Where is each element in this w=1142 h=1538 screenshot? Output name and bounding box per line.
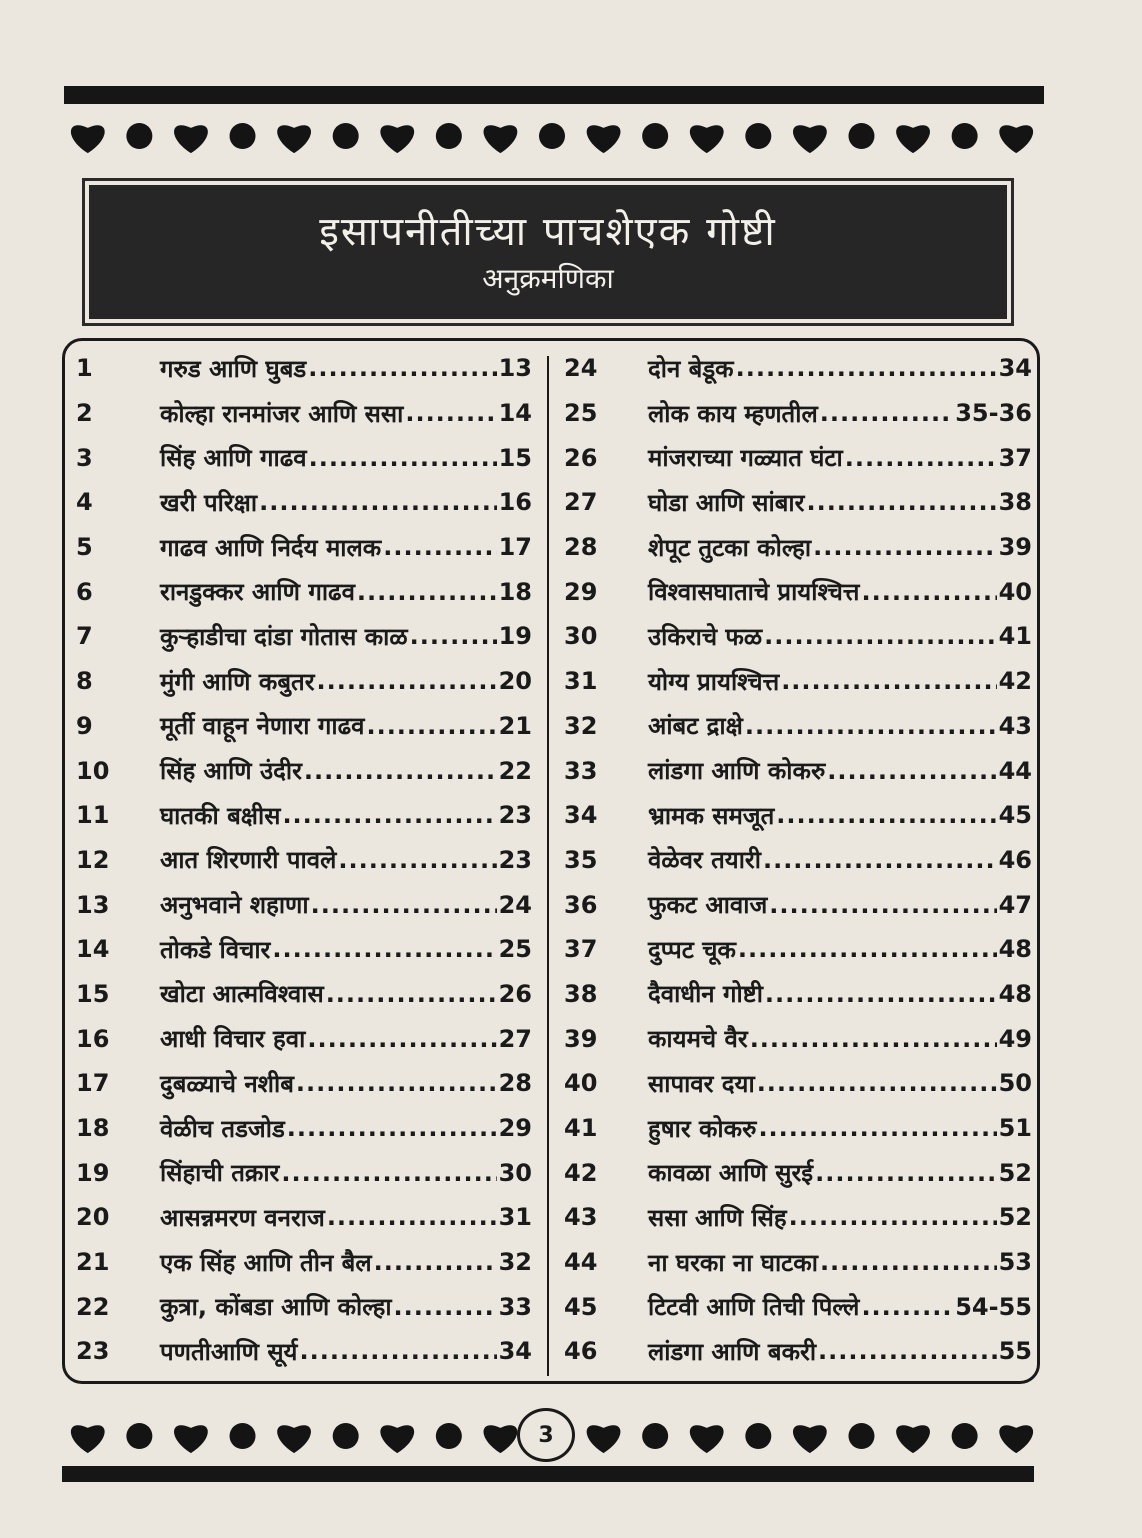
leader-dots [272,935,496,963]
heart-icon [484,1425,518,1453]
leader-dots [758,1114,996,1142]
dot-icon [848,123,874,149]
entry-title: सिंहाची तक्रार [160,1159,280,1188]
entry-title: कावळा आणि सुरई [648,1159,814,1188]
toc-entry [564,1240,1032,1285]
heart-icon [896,125,930,153]
dot-icon [126,1423,152,1449]
entry-title: हुषार कोकरु [648,1114,757,1143]
entry-number: 32 [564,711,598,740]
entry-page: 18 [498,577,532,606]
entry-number: 45 [564,1292,598,1321]
title-box [82,178,1014,326]
entry-page: 35-36 [955,399,1032,428]
leader-dots [815,1159,997,1187]
entry-title: लांडगा आणि कोकरु [648,757,826,786]
entry-page: 41 [998,622,1032,651]
entry-page: 55 [998,1337,1032,1366]
entry-number: 14 [76,935,110,964]
dot-icon [436,123,462,149]
dot-icon [436,1423,462,1449]
toc-entry [76,793,532,838]
page-number: 3 [517,1408,575,1462]
entry-title: आसन्नमरण वनराज [160,1203,325,1232]
entry-number: 19 [76,1158,110,1187]
heart-icon [174,125,208,153]
dot-icon [333,1423,359,1449]
entry-number: 16 [76,1024,110,1053]
leader-dots [757,1069,997,1097]
entry-page: 14 [498,399,532,428]
leader-dots [769,891,996,919]
entry-number: 13 [76,890,110,919]
toc-entry [76,1195,532,1240]
leader-dots [861,1293,953,1321]
entry-number: 28 [564,533,598,562]
dot-icon [952,123,978,149]
entry-title: घातकी बक्षीस [160,801,281,830]
toc-entry [564,1150,1032,1195]
leader-dots [338,846,496,874]
entry-number: 34 [564,801,598,830]
leader-dots [357,578,497,606]
toc-entry [564,525,1032,570]
top-rule [64,86,1044,104]
toc-entry [564,1061,1032,1106]
toc-entry [564,704,1032,749]
entry-number: 5 [76,533,93,562]
bottom-rule [62,1466,1034,1482]
entry-title: लोक काय म्हणतील [648,399,818,428]
entry-title: वेळीच तडजोड [160,1114,285,1143]
leader-dots [311,891,497,919]
toc-entry [564,1284,1032,1329]
toc-right-column [564,346,1032,1376]
leader-dots [304,757,497,785]
toc-entry [76,614,532,659]
heart-icon [174,1425,208,1453]
toc-entry [564,882,1032,927]
leader-dots [259,488,496,516]
leader-dots [326,980,497,1008]
toc-entry [76,882,532,927]
entry-number: 17 [76,1069,110,1098]
entry-number: 1 [76,354,93,383]
toc-entry [76,1284,532,1329]
toc-entry [564,435,1032,480]
leader-dots [296,1069,497,1097]
entry-page: 45 [998,801,1032,830]
entry-page: 28 [498,1069,532,1098]
heart-icon [587,1425,621,1453]
entry-page: 17 [498,533,532,562]
entry-number: 42 [564,1158,598,1187]
toc-entry [564,748,1032,793]
entry-number: 20 [76,1203,110,1232]
leader-dots [736,354,997,382]
entry-number: 27 [564,488,598,517]
toc-entry [564,1195,1032,1240]
heart-icon [380,125,414,153]
leader-dots [366,712,496,740]
entry-page: 42 [998,667,1032,696]
dot-icon [745,123,771,149]
entry-title: फुकट आवाज [648,891,768,920]
entry-title: कायमचे वैर [648,1025,748,1054]
entry-number: 41 [564,1114,598,1143]
entry-number: 43 [564,1203,598,1232]
leader-dots [405,399,496,427]
entry-page: 19 [498,622,532,651]
entry-number: 24 [564,354,598,383]
entry-number: 40 [564,1069,598,1098]
toc-entry [564,569,1032,614]
toc-entry [76,838,532,883]
toc-left-column [76,346,532,1376]
toc-entry [76,1150,532,1195]
entry-title: तोकडे विचार [160,935,271,964]
dot-icon [952,1423,978,1449]
entry-number: 38 [564,979,598,1008]
entry-title: लांडगा आणि बकरी [648,1337,817,1366]
heart-dot-ornament-top [62,108,1042,164]
entry-title: कोल्हा रानमांजर आणि ससा [160,399,404,428]
entry-page: 25 [498,935,532,964]
toc-entry [76,435,532,480]
heart-icon [999,125,1033,153]
heart-icon [999,1425,1033,1453]
entry-page: 54-55 [955,1292,1032,1321]
entry-page: 22 [498,756,532,785]
leader-dots [309,444,497,472]
book-title: इसापनीतीच्या पाचशेएक गोष्टी [319,209,777,256]
dot-icon [642,123,668,149]
entry-title: आंबट द्राक्षे [648,712,743,741]
entry-title: उकिराचे फळ [648,622,763,651]
entry-number: 7 [76,622,93,651]
toc-entry [564,346,1032,391]
entry-title: दुप्पट चूक [648,935,736,964]
entry-title: गाढव आणि निर्दय मालक [160,533,382,562]
entry-title: विश्वासघाताचे प्रायश्चित्त [648,578,860,607]
entry-page: 15 [498,443,532,472]
entry-number: 46 [564,1337,598,1366]
leader-dots [299,1337,496,1365]
heart-icon [896,1425,930,1453]
leader-dots [776,801,996,829]
toc-entry [76,1106,532,1151]
toc-entry [564,614,1032,659]
dot-icon [745,1423,771,1449]
entry-number: 22 [76,1292,110,1321]
dot-icon [333,123,359,149]
entry-number: 8 [76,667,93,696]
leader-dots [845,444,997,472]
entry-page: 44 [998,756,1032,785]
entry-number: 23 [76,1337,110,1366]
toc-entry [564,1106,1032,1151]
entry-title: गरुड आणि घुबड [160,354,307,383]
entry-page: 48 [998,935,1032,964]
toc-entry [76,1016,532,1061]
entry-title: वेळेवर तयारी [648,846,761,875]
entry-page: 51 [998,1114,1032,1143]
leader-dots [307,1025,496,1053]
entry-number: 31 [564,667,598,696]
entry-title: पणतीआणि सूर्य [160,1337,298,1366]
toc-entry [564,659,1032,704]
entry-page: 48 [998,979,1032,1008]
toc-entry [76,927,532,972]
entry-title: सिंह आणि उंदीर [160,757,302,786]
entry-number: 30 [564,622,598,651]
leader-dots [282,801,496,829]
leader-dots [738,935,997,963]
entry-number: 36 [564,890,598,919]
entry-number: 2 [76,399,93,428]
entry-page: 33 [498,1292,532,1321]
entry-page: 50 [998,1069,1032,1098]
toc-entry [76,346,532,391]
leader-dots [750,1025,997,1053]
entry-number: 29 [564,577,598,606]
entry-number: 33 [564,756,598,785]
toc-entry [76,659,532,704]
entry-title: दोन बेडूक [648,354,734,383]
entry-title: रानडुक्कर आणि गाढव [160,578,355,607]
entry-title: अनुभवाने शहाणा [160,891,309,920]
toc-entry [76,1329,532,1374]
top-ornament-border [62,108,1042,164]
dot-icon [848,1423,874,1449]
leader-dots [745,712,997,740]
entry-number: 39 [564,1024,598,1053]
entry-number: 25 [564,399,598,428]
entry-number: 6 [76,577,93,606]
toc-entry [564,391,1032,436]
entry-number: 37 [564,935,598,964]
heart-icon [587,125,621,153]
entry-number: 21 [76,1248,110,1277]
toc-entry [76,972,532,1017]
heart-icon [484,125,518,153]
entry-title: कुऱ्हाडीचा दांडा गोतास काळ [160,622,408,651]
entry-page: 21 [498,711,532,740]
leader-dots [383,533,496,561]
heart-icon [690,125,724,153]
entry-page: 23 [498,845,532,874]
entry-number: 26 [564,443,598,472]
leader-dots [281,1159,496,1187]
entry-page: 34 [998,354,1032,383]
title-banner [89,185,1007,319]
toc-entry [564,1016,1032,1061]
entry-page: 30 [498,1158,532,1187]
leader-dots [394,1293,497,1321]
entry-title: सापावर दया [648,1069,755,1098]
toc-entry [564,838,1032,883]
entry-page: 49 [998,1024,1032,1053]
toc-entry [564,793,1032,838]
toc-entry [76,748,532,793]
leader-dots [287,1114,497,1142]
heart-icon [793,125,827,153]
entry-page: 32 [498,1248,532,1277]
entry-title: योग्य प्रायश्चित्त [648,667,780,696]
entry-number: 12 [76,845,110,874]
leader-dots [781,667,996,695]
entry-title: शेपूट तुटका कोल्हा [648,533,812,562]
entry-page: 46 [998,845,1032,874]
entry-title: आत शिरणारी पावले [160,846,337,875]
entry-page: 26 [498,979,532,1008]
column-divider [547,356,549,1376]
toc-entry [76,704,532,749]
entry-title: दैवाधीन गोष्टी [648,980,763,1009]
entry-number: 35 [564,845,598,874]
heart-icon [277,125,311,153]
entry-title: सिंह आणि गाढव [160,444,307,473]
leader-dots [765,980,997,1008]
entry-number: 44 [564,1248,598,1277]
entry-page: 37 [998,443,1032,472]
dot-icon [230,1423,256,1449]
dot-icon [642,1423,668,1449]
leader-dots [317,667,497,695]
entry-page: 53 [998,1248,1032,1277]
entry-title: खरी परिक्षा [160,488,258,517]
entry-title: मुंगी आणि कबुतर [160,667,315,696]
heart-icon [690,1425,724,1453]
leader-dots [813,533,996,561]
leader-dots [827,757,996,785]
entry-page: 31 [498,1203,532,1232]
entry-title: खोटा आत्मविश्वास [160,980,324,1009]
entry-title: मूर्ती वाहून नेणारा गाढव [160,712,365,741]
leader-dots [374,1248,497,1276]
entry-title: दुबळ्याचे नशीब [160,1069,294,1098]
entry-title: मांजराच्या गळ्यात घंटा [648,444,843,473]
toc-entry [76,1240,532,1285]
toc-entry [76,569,532,614]
leader-dots [763,846,997,874]
heart-icon [71,125,105,153]
entry-page: 38 [998,488,1032,517]
entry-page: 34 [498,1337,532,1366]
entry-number: 9 [76,711,93,740]
entry-page: 16 [498,488,532,517]
entry-title: आधी विचार हवा [160,1025,306,1054]
entry-page: 39 [998,533,1032,562]
toc-entry [76,525,532,570]
entry-page: 20 [498,667,532,696]
dot-icon [539,123,565,149]
entry-number: 18 [76,1114,110,1143]
entry-title: ससा आणि सिंह [648,1203,787,1232]
leader-dots [764,622,996,650]
toc-entry [564,1329,1032,1374]
entry-title: घोडा आणि सांबार [648,488,805,517]
entry-page: 13 [498,354,532,383]
entry-page: 40 [998,577,1032,606]
dot-icon [126,123,152,149]
entry-title: टिटवी आणि तिची पिल्ले [648,1293,860,1322]
leader-dots [308,354,496,382]
entry-page: 47 [998,890,1032,919]
leader-dots [818,1337,997,1365]
entry-number: 3 [76,443,93,472]
entry-page: 27 [498,1024,532,1053]
heart-icon [71,1425,105,1453]
entry-title: भ्रामक समजूत [648,801,775,830]
entry-page: 43 [998,711,1032,740]
toc-entry [76,391,532,436]
entry-number: 11 [76,801,110,830]
toc-entry [564,972,1032,1017]
leader-dots [806,488,996,516]
leader-dots [410,622,497,650]
entry-title: एक सिंह आणि तीन बैल [160,1248,372,1277]
entry-number: 10 [76,756,110,785]
heart-icon [380,1425,414,1453]
entry-number: 4 [76,488,93,517]
entry-page: 52 [998,1203,1032,1232]
entry-number: 15 [76,979,110,1008]
leader-dots [861,578,996,606]
toc-entry [564,480,1032,525]
heart-icon [793,1425,827,1453]
toc-entry [76,480,532,525]
entry-title: ना घरका ना घाटका [648,1248,818,1277]
leader-dots [820,1248,997,1276]
dot-icon [230,123,256,149]
entry-page: 23 [498,801,532,830]
leader-dots [820,399,954,427]
entry-page: 24 [498,890,532,919]
entry-title: कुत्रा, कोंबडा आणि कोल्हा [160,1293,392,1322]
toc-entry [564,927,1032,972]
leader-dots [327,1203,497,1231]
leader-dots [789,1203,997,1231]
heart-icon [277,1425,311,1453]
entry-page: 52 [998,1158,1032,1187]
toc-entry [76,1061,532,1106]
entry-page: 29 [498,1114,532,1143]
contents-heading: अनुक्रमणिका [482,262,614,296]
